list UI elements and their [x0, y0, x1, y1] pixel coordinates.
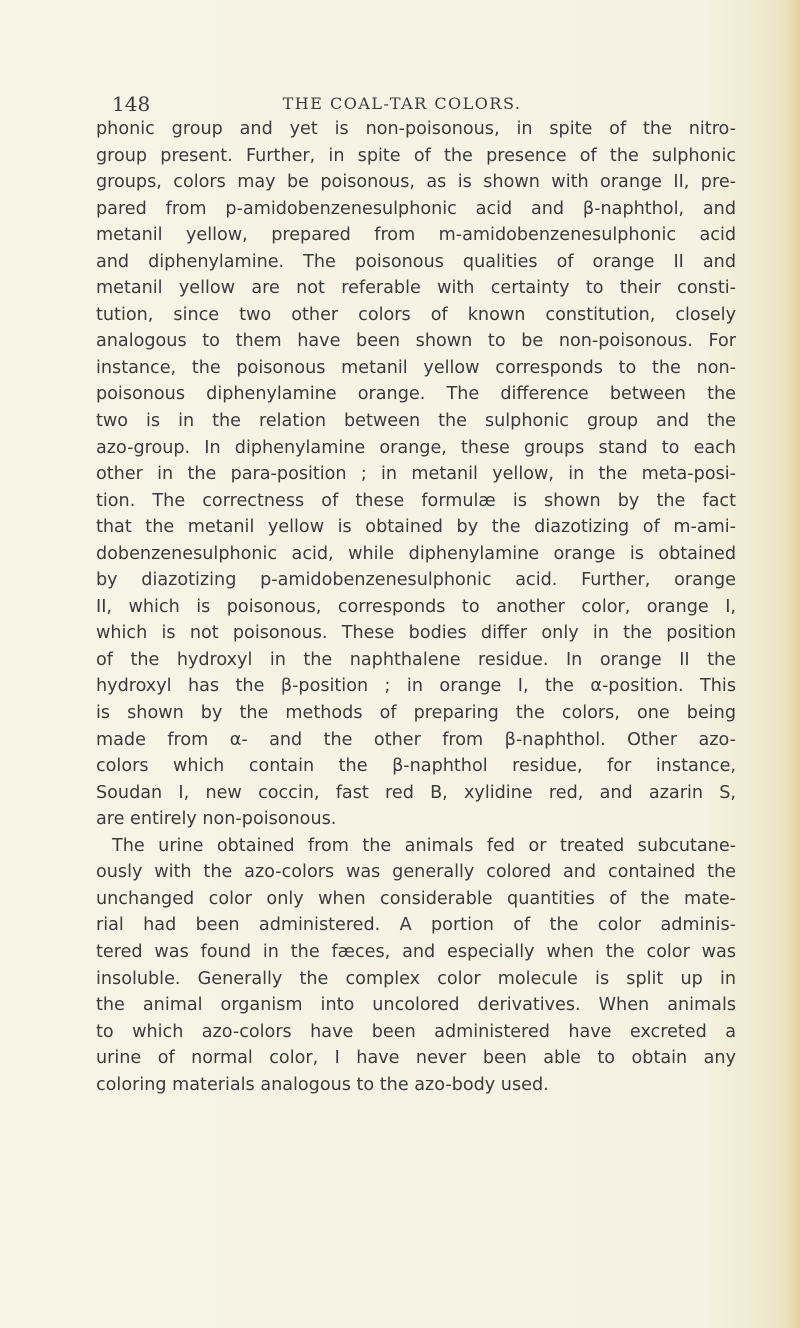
- running-title: THE COAL-TAR COLORS.: [282, 94, 522, 113]
- text-line: metanil yellow are not referable with certainty to their consti-: [96, 278, 736, 299]
- text-line: other in the para-position ; in metanil yellow, in the meta-posi-: [96, 464, 736, 485]
- text-line: instance, the poisonous metanil yellow corresponds to the non-: [96, 357, 736, 378]
- text-line: analogous to them have been shown to be non-poisonous. For: [96, 331, 736, 352]
- text-line: insoluble. Generally the complex color molecule is split up in: [96, 968, 736, 989]
- paragraph-end-line: coloring materials analogous to the azo-body used.: [96, 1074, 549, 1095]
- text-line: Soudan I, new coccin, fast red B, xylidine red, and azarin S,: [96, 782, 736, 803]
- text-line: which is not poisonous. These bodies differ only in the position: [96, 623, 736, 644]
- text-line: II, which is poisonous, corresponds to another color, orange I,: [96, 596, 736, 617]
- text-line: groups, colors may be poisonous, as is shown with orange II, pre-: [96, 172, 736, 193]
- text-line: metanil yellow, prepared from m-amidobenzenesulphonic acid: [96, 225, 736, 246]
- text-line: tution, since two other colors of known constitution, closely: [96, 304, 736, 325]
- text-line: ously with the azo-colors was generally colored and contained the: [96, 862, 736, 883]
- text-line: by diazotizing p-amidobenzenesulphonic acid. Further, orange: [96, 570, 736, 591]
- text-line: is shown by the methods of preparing the colors, one being: [96, 703, 736, 724]
- text-line: of the hydroxyl in the naphthalene residue. In orange II the: [96, 649, 736, 670]
- text-line: and diphenylamine. The poisonous qualities of orange II and: [96, 251, 736, 272]
- text-line: colors which contain the β-naphthol residue, for instance,: [96, 756, 736, 777]
- text-line: poisonous diphenylamine orange. The difference between the: [96, 384, 736, 405]
- paragraph-end-line: are entirely non-poisonous.: [96, 809, 337, 830]
- text-line: pared from p-amidobenzenesulphonic acid and β-naphthol, and: [96, 198, 736, 219]
- paragraph-start-line: The urine obtained from the animals fed or treated subcutane-: [112, 835, 736, 856]
- text-line: the animal organism into uncolored derivatives. When animals: [96, 995, 736, 1016]
- text-line: unchanged color only when considerable quantities of the mate-: [96, 888, 736, 909]
- text-line: tion. The correctness of these formulæ is shown by the fact: [96, 490, 736, 511]
- text-line: phonic group and yet is non-poisonous, in spite of the nitro-: [96, 119, 736, 139]
- text-line: that the metanil yellow is obtained by the diazotizing of m-ami-: [96, 517, 736, 538]
- text-line: two is in the relation between the sulphonic group and the: [96, 411, 736, 432]
- text-line: hydroxyl has the β-position ; in orange I, the α-position. This: [96, 676, 736, 697]
- page-number: 148: [112, 92, 151, 116]
- text-line: to which azo-colors have been administered have excreted a: [96, 1021, 736, 1042]
- text-line: tered was found in the fæces, and especially when the color was: [96, 941, 736, 962]
- text-line: group present. Further, in spite of the presence of the sulphonic: [96, 145, 736, 166]
- text-line: azo-group. In diphenylamine orange, these groups stand to each: [96, 437, 736, 458]
- page-edge-shading: [782, 0, 800, 1328]
- text-line: urine of normal color, I have never been able to obtain any: [96, 1048, 736, 1069]
- text-line: dobenzenesulphonic acid, while diphenylamine orange is obtained: [96, 543, 736, 564]
- text-line: made from α- and the other from β-naphthol. Other azo-: [96, 729, 736, 750]
- text-line: rial had been administered. A portion of the color adminis-: [96, 915, 736, 936]
- body-text: [96, 116, 736, 1098]
